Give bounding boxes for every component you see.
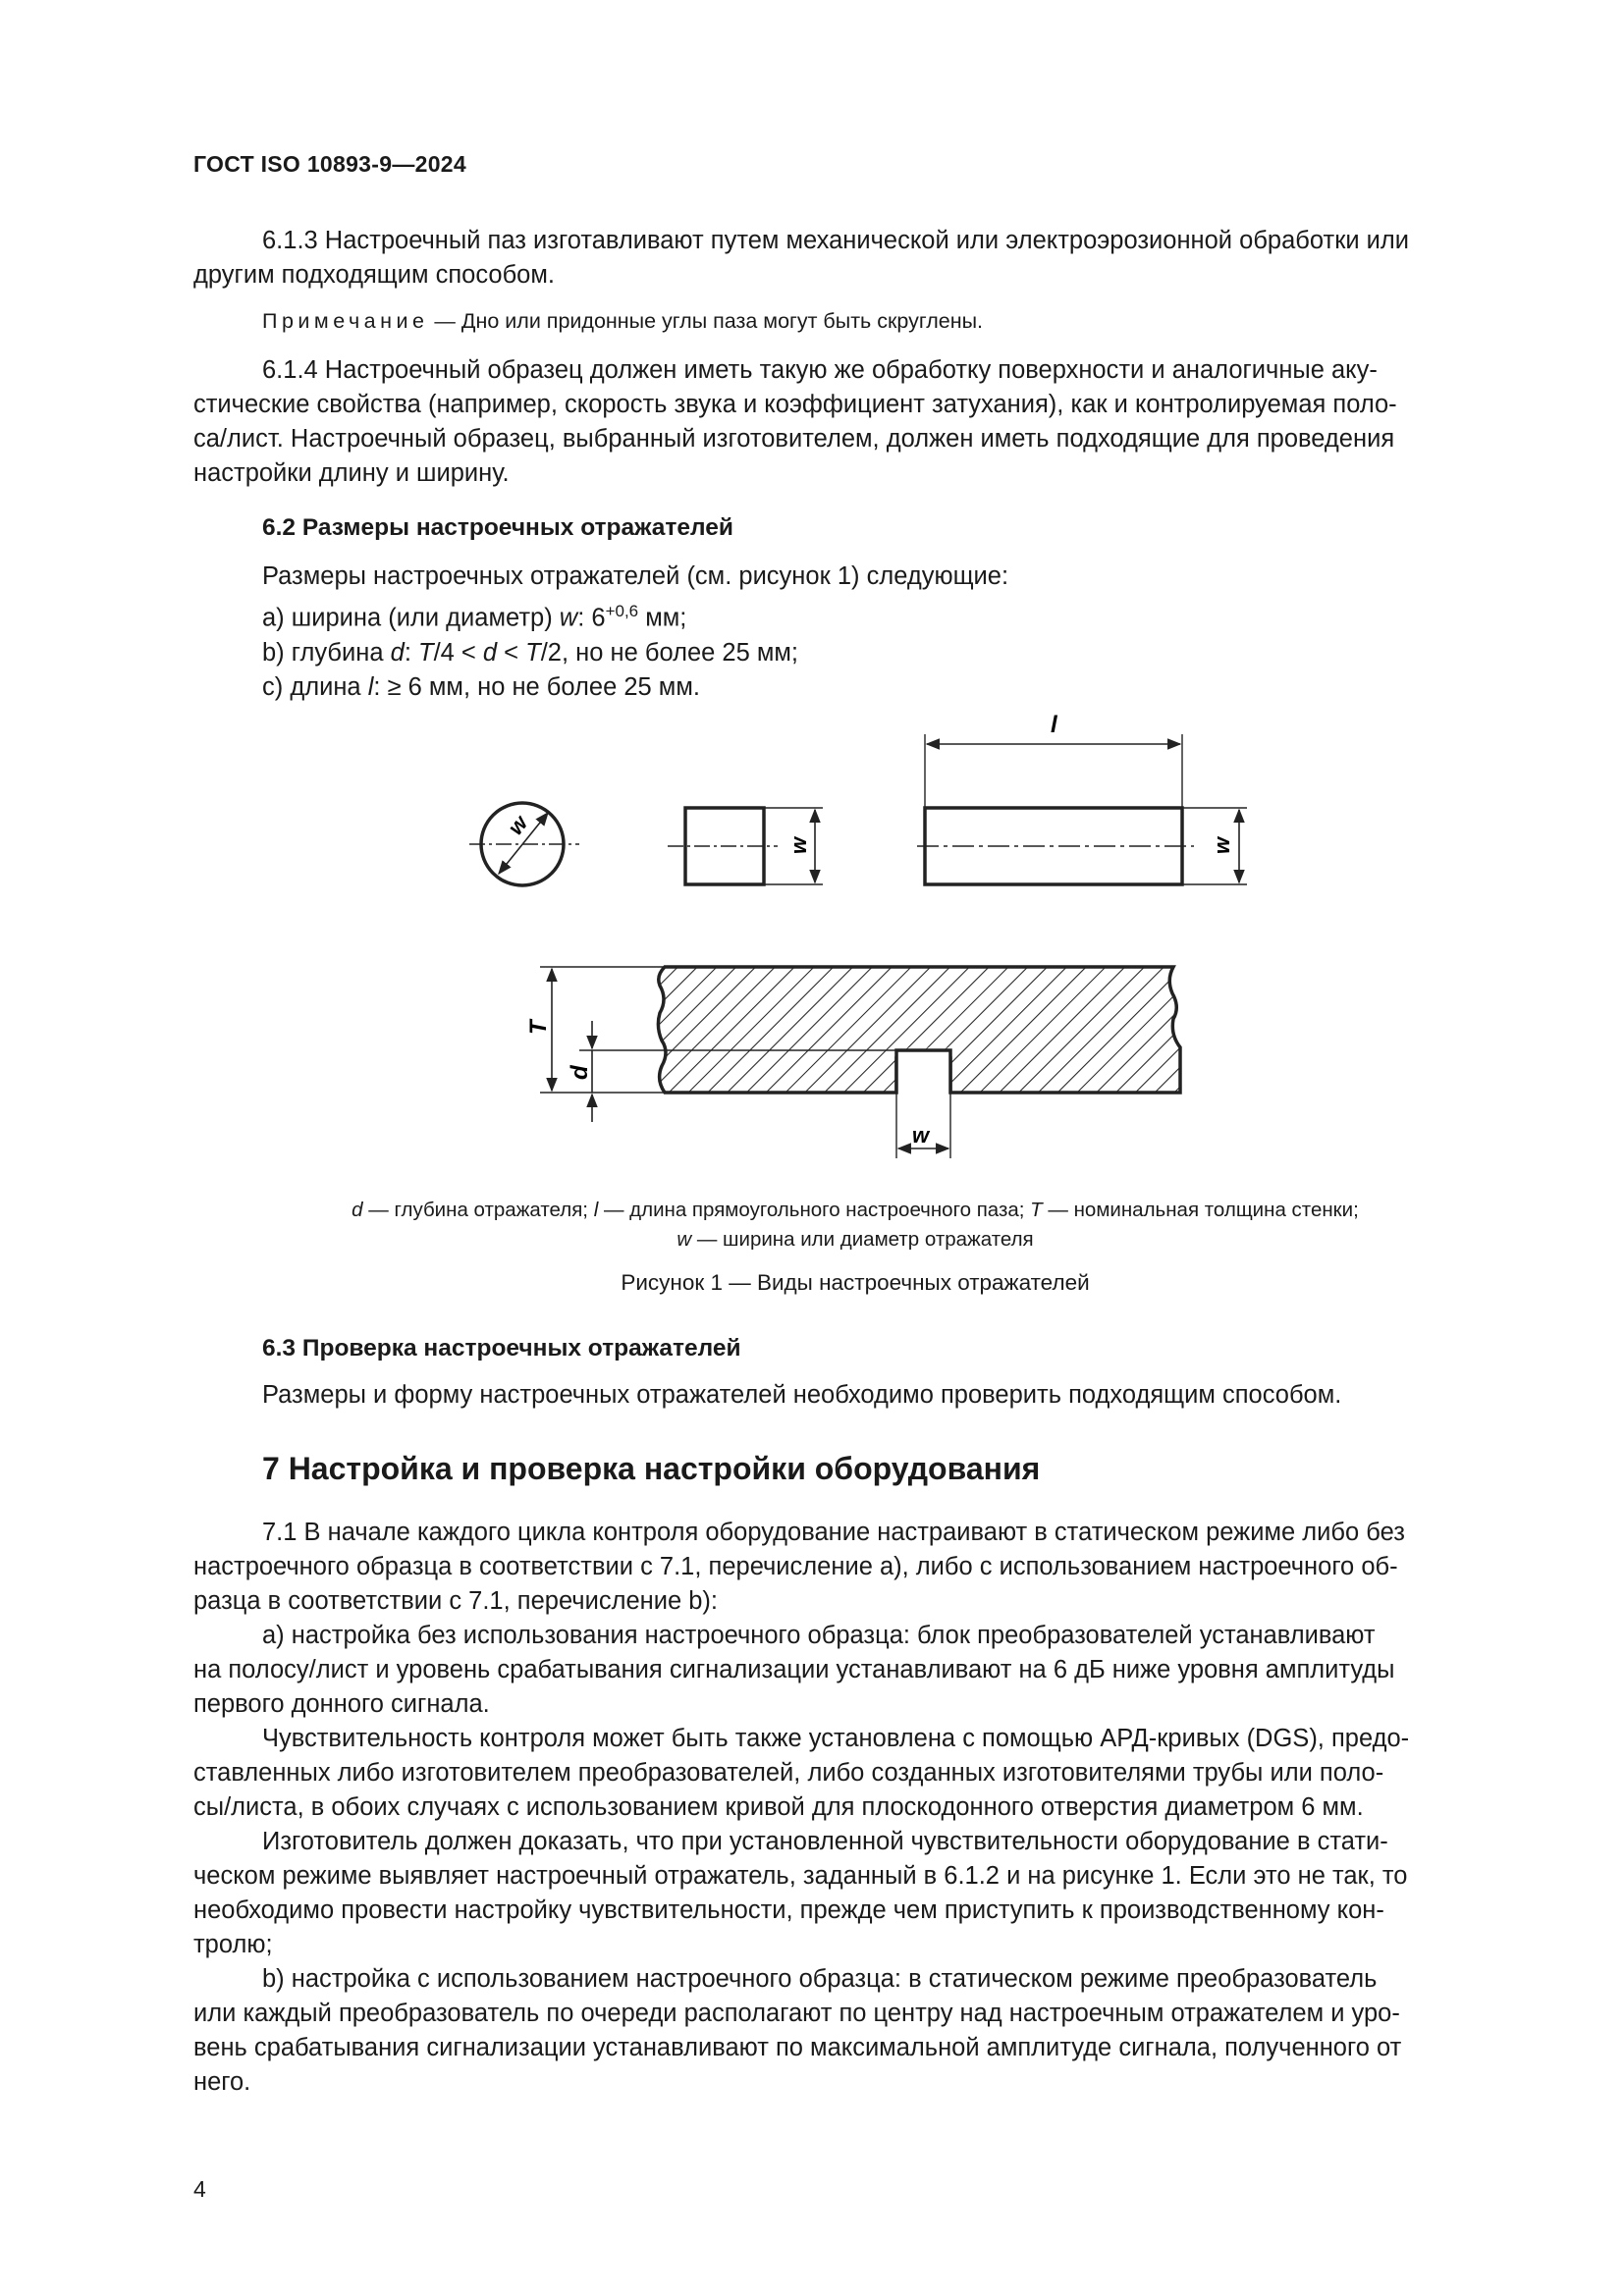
section-7	[193, 1449, 1517, 1488]
plate-cross-section	[525, 967, 1180, 1158]
document-header: ГОСТ ISO 10893-9—2024	[193, 151, 466, 177]
paragraph-line: другим подходящим способом.	[193, 261, 555, 289]
paragraph-line: 7.1 В начале каждого цикла контроля оборудование настраивают в статическом режиме либо без	[262, 1519, 1405, 1546]
section-heading: 6.3 Проверка настроечных отражателей	[262, 1335, 741, 1362]
section-6-3	[193, 1331, 1517, 1365]
paragraph-line: разца в соответствии с 7.1, перечисление b):	[193, 1587, 718, 1615]
paragraph-line: настройки длину и ширину.	[193, 459, 510, 487]
slot-length-label: l	[1051, 712, 1057, 738]
figure-caption: Рисунок 1 — Виды настроечных отражателей	[621, 1270, 1090, 1295]
list-item-b: b) глубина d: T/4 < d < T/2, но не более 25 мм;	[262, 638, 799, 667]
paragraph-line: вень срабатывания сигнализации устанавливают по максимальной амплитуде сигнала, полученного от	[193, 2034, 1402, 2061]
paragraph-line: са/лист. Настроечный образец, выбранный изготовителем, должен иметь подходящие для проведения	[193, 425, 1395, 453]
paragraph-line: первого донного сигнала.	[193, 1690, 490, 1718]
notch-width-label: w	[912, 1123, 930, 1148]
list-item-c: c) длина l: ≥ 6 мм, но не более 25 мм.	[262, 672, 700, 701]
figure-svg	[432, 707, 1276, 1148]
note-text: — Дно или придонные углы паза могут быть скруглены.	[428, 309, 984, 333]
list-item-a: a) ширина (или диаметр) w: $6^{+0,6}$ мм;	[262, 602, 687, 632]
paragraph-line: необходимо провести настройку чувствительности, прежде чем приступить к производственному кон-	[193, 1896, 1384, 1924]
paragraph-line: Чувствительность контроля может быть также установлена с помощью АРД-кривых (DGS), предо-	[262, 1725, 1410, 1752]
paragraph-line: сы/листа, в обоих случаях с использованием кривой для плоскодонного отверстия диаметром 6 мм.	[193, 1793, 1364, 1821]
square-reflector-view	[668, 808, 823, 884]
legend-line-2: w — ширина или диаметр отражателя	[677, 1228, 1034, 1251]
section-6-2-list	[193, 560, 1517, 705]
section-title: 7 Настройка и проверка настройки оборудования	[262, 1451, 1041, 1486]
list-intro: Размеры настроечных отражателей (см. рисунок 1) следующие:	[262, 562, 1009, 590]
paragraph-line: тролю;	[193, 1931, 273, 1958]
paragraph-line: 6.1.3 Настроечный паз изготавливают путем механической или электроэрозионной обработки или	[262, 227, 1410, 254]
round-reflector-view	[469, 803, 579, 885]
paragraph-line: a) настройка без использования настроечного образца: блок преобразователей устанавливают	[262, 1622, 1376, 1649]
section-heading: 6.2 Размеры настроечных отражателей	[262, 514, 733, 541]
paragraph-line: ставленных либо изготовителем преобразователей, либо созданных изготовителями трубы или поло-	[193, 1759, 1384, 1787]
paragraph-line: b) настройка с использованием настроечного образца: в статическом режиме преобразователь	[262, 1965, 1378, 1993]
paragraph-line: ческом режиме выявляет настроечный отражатель, заданный в 6.1.2 и на рисунке 1. Если это не так, то	[193, 1862, 1408, 1890]
square-width-label: w	[786, 836, 811, 854]
note	[193, 306, 1517, 336]
note-label: Примечание	[262, 309, 429, 333]
figure-legend	[193, 1196, 1517, 1255]
section-6-3-text	[193, 1378, 1517, 1413]
slot-length-view	[917, 712, 1247, 884]
figure-1-drawing	[432, 707, 1276, 1148]
depth-label: d	[567, 1065, 593, 1080]
section-7-body	[193, 1516, 1517, 2100]
section-6-1-4	[193, 353, 1517, 491]
legend-line-1: d — глубина отражателя; l — длина прямоугольного настроечного паза; T — номинальная толщина стенки;	[352, 1199, 1359, 1221]
slot-width-label: w	[1210, 836, 1234, 854]
paragraph-line: или каждый преобразователь по очереди располагают по центру над настроечным отражателем и уро-	[193, 2000, 1400, 2027]
circle-width-label: w	[503, 811, 533, 840]
paragraph-line: стические свойства (например, скорость звука и коэффициент затухания), как и контролируемая поло-	[193, 391, 1397, 418]
paragraph-line: Размеры и форму настроечных отражателей необходимо проверить подходящим способом.	[262, 1381, 1342, 1409]
paragraph-line: Изготовитель должен доказать, что при установленной чувствительности оборудование в стати-	[262, 1828, 1388, 1855]
paragraph-line: на полосу/лист и уровень срабатывания сигнализации устанавливают на 6 дБ ниже уровня амплитуды	[193, 1656, 1395, 1683]
page-number: 4	[193, 2176, 206, 2202]
paragraph-line: настроечного образца в соответствии с 7.1, перечисление a), либо с использованием настроечного об-	[193, 1553, 1398, 1580]
paragraph-line: него.	[193, 2068, 251, 2096]
thickness-label: T	[525, 1020, 552, 1035]
section-6-1-3	[193, 224, 1517, 293]
paragraph-line: 6.1.4 Настроечный образец должен иметь такую же обработку поверхности и аналогичные аку-	[262, 356, 1378, 384]
section-6-2	[193, 510, 1517, 545]
